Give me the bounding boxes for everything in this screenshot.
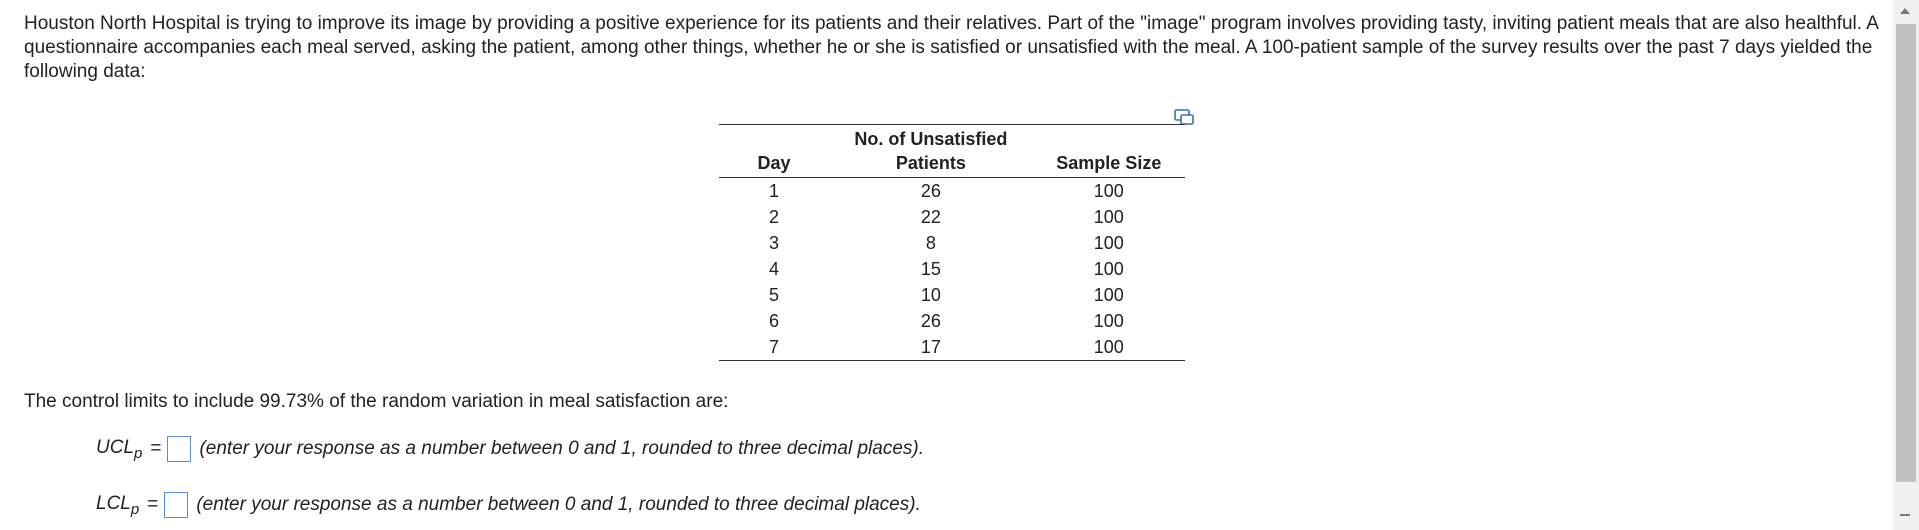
cell-sample-size: 100 bbox=[1093, 233, 1124, 253]
header-unsatisfied-line2: Patients bbox=[895, 153, 966, 173]
header-unsatisfied-line1: No. of Unsatisfied bbox=[854, 129, 1008, 149]
data-table bbox=[719, 124, 1185, 361]
table-row bbox=[719, 204, 1185, 230]
ucl-label bbox=[96, 437, 142, 462]
cell-unsatisfied: 15 bbox=[920, 259, 941, 279]
cell-day: 1 bbox=[769, 181, 780, 201]
lcl-label bbox=[96, 493, 139, 518]
problem-statement: Houston North Hospital is trying to improve its image by providing a positive experience for its patients and their relatives. Part of the "image" program involves providing tasty, inviting patient meals that are also healthful. A questionnaire accompanies each meal served, asking the patient, among other things, whether he or she is satisfied or unsatisfied with the meal. A 100-patient sample of the survey results over the past 7 days yielded the following data: bbox=[24, 13, 1878, 82]
cell-sample-size: 100 bbox=[1093, 259, 1124, 279]
lcl-hint: (enter your response as a number between 0 and 1, rounded to three decimal places). bbox=[196, 494, 921, 515]
scroll-up-arrow-icon[interactable] bbox=[1900, 8, 1910, 14]
lcl-answer-row bbox=[96, 490, 921, 520]
lcl-input[interactable] bbox=[164, 492, 188, 518]
cell-sample-size: 100 bbox=[1093, 285, 1124, 305]
header-unsatisfied bbox=[829, 125, 1033, 178]
cell-unsatisfied: 10 bbox=[920, 285, 941, 305]
ucl-equals: = bbox=[150, 438, 162, 459]
cell-day: 4 bbox=[769, 259, 780, 279]
cell-sample-size: 100 bbox=[1093, 311, 1124, 331]
cell-day: 6 bbox=[769, 311, 780, 331]
table-row bbox=[719, 334, 1185, 361]
cell-day: 2 bbox=[769, 207, 780, 227]
cell-unsatisfied: 17 bbox=[920, 337, 941, 357]
cell-sample-size: 100 bbox=[1093, 337, 1124, 357]
lcl-label-text: LCL bbox=[96, 492, 131, 514]
table-row bbox=[719, 308, 1185, 334]
header-sample-size: Sample Size bbox=[1033, 125, 1185, 178]
control-limits-prompt: The control limits to include 99.73% of the random variation in meal satisfaction are: bbox=[24, 391, 729, 412]
cell-day: 7 bbox=[769, 337, 780, 357]
scroll-down-arrow-icon[interactable] bbox=[1900, 514, 1910, 516]
table-row bbox=[719, 230, 1185, 256]
lcl-subscript: p bbox=[130, 500, 140, 518]
cell-sample-size: 100 bbox=[1093, 181, 1124, 201]
ucl-answer-row bbox=[96, 434, 924, 464]
cell-unsatisfied: 26 bbox=[920, 311, 941, 331]
table-row bbox=[719, 256, 1185, 282]
cell-unsatisfied: 8 bbox=[925, 233, 936, 253]
ucl-hint: (enter your response as a number between 0 and 1, rounded to three decimal places). bbox=[199, 438, 925, 459]
data-table-container bbox=[719, 124, 1185, 361]
cell-day: 3 bbox=[769, 233, 780, 253]
ucl-subscript: p bbox=[134, 444, 143, 462]
copy-table-icon[interactable] bbox=[1174, 109, 1194, 125]
cell-sample-size: 100 bbox=[1093, 207, 1124, 227]
scroll-thumb[interactable] bbox=[1896, 24, 1916, 482]
cell-day: 5 bbox=[769, 285, 780, 305]
table-row bbox=[719, 178, 1185, 205]
lcl-equals: = bbox=[147, 494, 159, 515]
cell-unsatisfied: 26 bbox=[920, 181, 941, 201]
ucl-input[interactable] bbox=[167, 436, 191, 462]
table-row bbox=[719, 282, 1185, 308]
ucl-label-text: UCL bbox=[96, 436, 135, 458]
vertical-scrollbar[interactable] bbox=[1893, 0, 1919, 530]
header-day: Day bbox=[719, 125, 829, 178]
table-header-row bbox=[719, 125, 1185, 178]
cell-unsatisfied: 22 bbox=[920, 207, 941, 227]
